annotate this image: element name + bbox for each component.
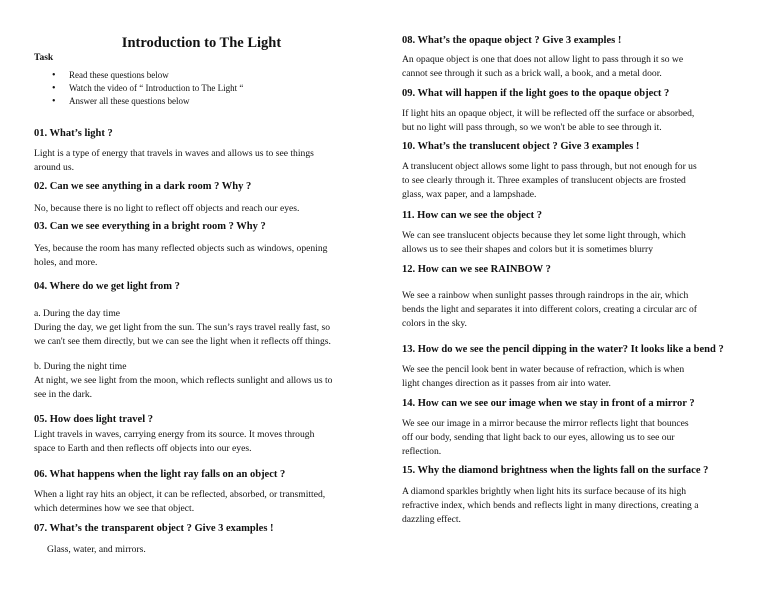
answer-14: We see our image in a mirror because the mirror reflects light that bounces off our body, sending that light back to our eyes, allowing us to see our reflection. bbox=[402, 418, 689, 457]
answer-09: If light hits an opaque object, it will be reflected off the surface or absorbed, but no light will pass through, so we won't be able to see through it. bbox=[402, 108, 695, 133]
answer-06: When a light ray hits an object, it can be reflected, absorbed, or transmitted, which determines how we see that object. bbox=[34, 489, 326, 514]
question-15: 15. Why the diamond brightness when the lights fall on the surface ? bbox=[402, 465, 709, 476]
answer-04-day: a. During the day time During the day, we get light from the sun. The sun’s rays travel really fast, so we can't see them directly, but we can see the light when it reflects off things. bbox=[34, 308, 331, 347]
answer-13: We see the pencil look bent in water because of refraction, which is when light changes direction as it passes from air into water. bbox=[402, 364, 685, 389]
answer-02: No, because there is no light to reflect off objects and reach our eyes. bbox=[34, 203, 300, 214]
answer-11: We can see translucent objects because they let some light through, which allows us to see their shapes and colors but it is sometimes blurry bbox=[402, 230, 686, 255]
question-03: 03. Can we see everything in a bright room ? Why ? bbox=[34, 221, 266, 232]
question-13: 13. How do we see the pencil dipping in the water? It looks like a bend ? bbox=[402, 344, 724, 355]
answer-01: Light is a type of energy that travels in waves and allows us to see things around us. bbox=[34, 148, 314, 173]
answer-05: Light travels in waves, carrying energy from its source. It moves through space to Earth and then reflects off objects into our eyes. bbox=[34, 429, 315, 454]
question-10: 10. What’s the translucent object ? Give 3 examples ! bbox=[402, 141, 640, 152]
question-11: 11. How can we see the object ? bbox=[402, 210, 542, 221]
task-item: • Watch the video of “ Introduction to The Light “ bbox=[52, 82, 243, 95]
task-item: • Read these questions below bbox=[52, 69, 243, 82]
question-07: 07. What’s the transparent object ? Give 3 examples ! bbox=[34, 523, 274, 534]
question-12: 12. How can we see RAINBOW ? bbox=[402, 264, 551, 275]
answer-08: An opaque object is one that does not allow light to pass through it so we cannot see through it such as a brick wall, a book, and a metal door. bbox=[402, 54, 684, 79]
task-label: Task bbox=[34, 53, 54, 63]
answer-07: Glass, water, and mirrors. bbox=[47, 544, 146, 555]
answer-03: Yes, because the room has many reflected objects such as windows, opening holes, and more. bbox=[34, 243, 328, 268]
task-list bbox=[52, 69, 243, 108]
question-01: 01. What’s light ? bbox=[34, 128, 113, 139]
question-14: 14. How can we see our image when we stay in front of a mirror ? bbox=[402, 398, 695, 409]
page-title: Introduction to The Light bbox=[121, 35, 282, 51]
task-item: • Answer all these questions below bbox=[52, 95, 243, 108]
question-08: 08. What’s the opaque object ? Give 3 examples ! bbox=[402, 35, 622, 46]
answer-04-night: b. During the night time At night, we see light from the moon, which reflects sunlight and allows us to see in the dark. bbox=[34, 361, 333, 400]
question-06: 06. What happens when the light ray falls on an object ? bbox=[34, 469, 286, 480]
question-09: 09. What will happen if the light goes to the opaque object ? bbox=[402, 88, 670, 99]
answer-10: A translucent object allows some light to pass through, but not enough for us to see clearly through it. Three examples of translucent objects are frosted glass, wax paper, and a lampshade. bbox=[402, 161, 697, 200]
question-04: 04. Where do we get light from ? bbox=[34, 281, 180, 292]
question-02: 02. Can we see anything in a dark room ? Why ? bbox=[34, 181, 252, 192]
answer-12: We see a rainbow when sunlight passes through raindrops in the air, which bends the light and separates it into different colors, creating a circular arc of colors in the sky. bbox=[402, 290, 697, 329]
question-05: 05. How does light travel ? bbox=[34, 414, 153, 425]
answer-15: A diamond sparkles brightly when light hits its surface because of its high refractive index, which bends and reflects light in many directions, creating a dazzling effect. bbox=[402, 486, 699, 525]
